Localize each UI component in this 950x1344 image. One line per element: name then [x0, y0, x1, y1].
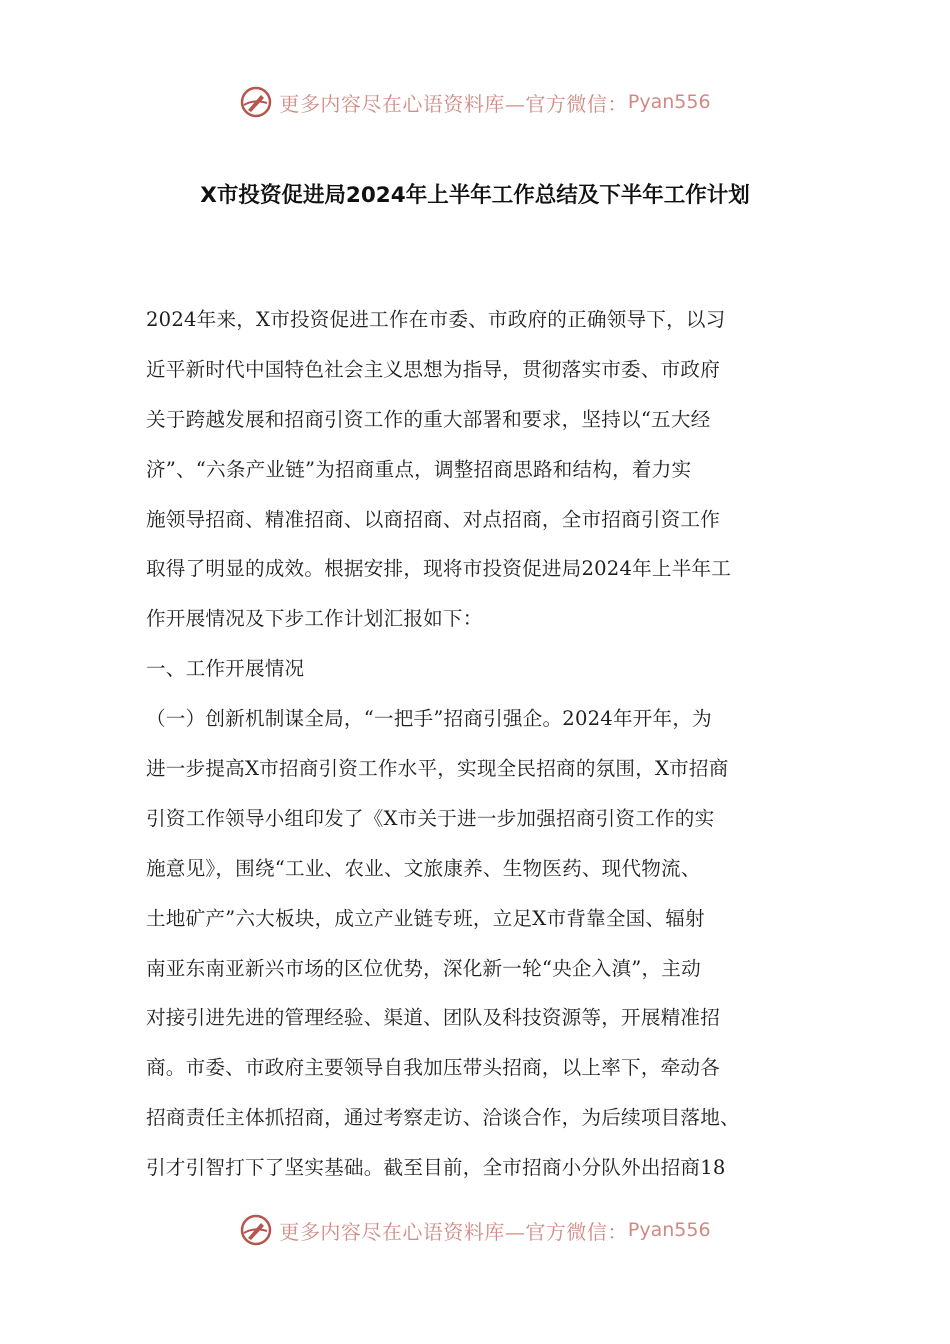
document-body: [146, 295, 826, 1193]
pen-circle-icon: [239, 1213, 273, 1247]
body-line: 进一步提高X市招商引资工作水平，实现全民招商的氛围，X市招商: [146, 757, 729, 781]
body-line: 引资工作领导小组印发了《X市关于进一步加强招商引资工作的实: [146, 806, 715, 830]
body-line: 招商责任主体抓招商，通过考察走访、洽谈合作，为后续项目落地、: [146, 1106, 740, 1130]
watermark-wechat-id: Pyan556: [627, 91, 711, 113]
body-line: 近平新时代中国特色社会主义思想为指导，贯彻落实市委、市政府: [146, 357, 721, 381]
body-line: 2024年来，X市投资促进工作在市委、市政府的正确领导下，以习: [146, 308, 726, 331]
body-line: 济”、“六条产业链”为招商重点，调整招商思路和结构，着力实: [146, 457, 692, 481]
section-heading: 一、工作开展情况: [146, 657, 305, 681]
body-line: 施意见》，围绕“工业、农业、文旅康养、生物医药、现代物流、: [146, 856, 701, 880]
watermark-text: 更多内容尽在心语资料库—官方微信：: [279, 1219, 628, 1244]
body-line: 关于跨越发展和招商引资工作的重大部署和要求，坚持以“五大经: [146, 407, 711, 431]
body-line: 作开展情况及下步工作计划汇报如下：: [146, 607, 483, 631]
watermark-banner-top: [0, 82, 950, 122]
watermark-banner-bottom: [0, 1210, 950, 1250]
body-line: 引才引智打下了坚实基础。截至目前，全市招商小分队外出招商18: [146, 1156, 726, 1180]
document-title: X市投资促进局2024年上半年工作总结及下半年工作计划: [200, 183, 750, 208]
body-line: 商。市委、市政府主要领导自我加压带头招商，以上率下，牵动各: [146, 1056, 721, 1080]
pen-circle-icon: [239, 85, 273, 119]
body-line: 土地矿产”六大板块，成立产业链专班，立足X市背靠全国、辐射: [146, 906, 705, 930]
watermark-text: 更多内容尽在心语资料库—官方微信：: [279, 91, 628, 116]
body-line: （一）创新机制谋全局，“一把手”招商引强企。2024年开年，为: [146, 707, 712, 731]
body-line: 南亚东南亚新兴市场的区位优势，深化新一轮“央企入滇”，主动: [146, 956, 701, 980]
body-line: 施领导招商、精准招商、以商招商、对点招商，全市招商引资工作: [146, 507, 721, 531]
watermark-wechat-id: Pyan556: [627, 1219, 711, 1241]
body-line: 取得了明显的成效。根据安排，现将市投资促进局2024年上半年工: [146, 557, 732, 581]
body-line: 对接引进先进的管理经验、渠道、团队及科技资源等，开展精准招: [146, 1006, 721, 1030]
